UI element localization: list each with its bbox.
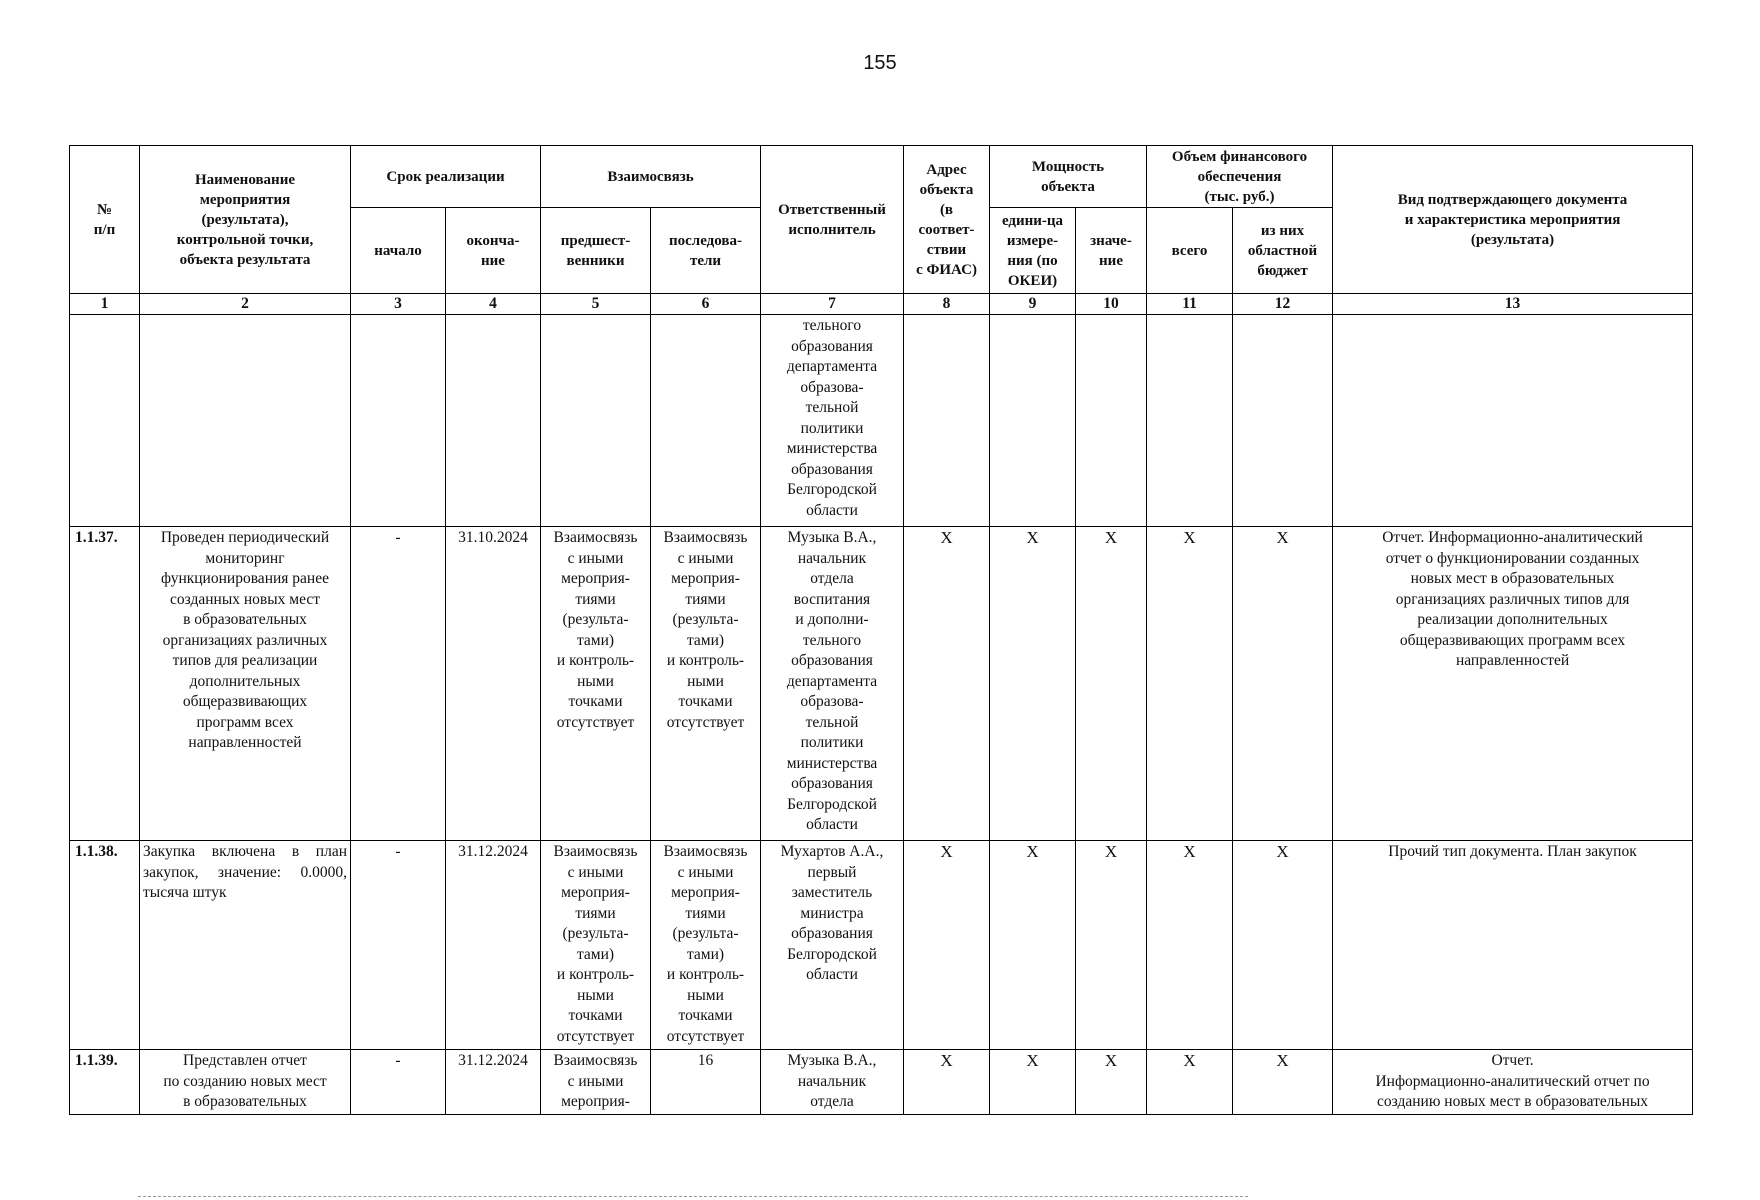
table-row — [70, 1050, 1693, 1115]
row-end — [446, 315, 541, 527]
row-doc: Отчет. Информационно-аналитический отчет по созданию новых мест в образовательных — [1333, 1050, 1693, 1115]
column-number: 10 — [1076, 294, 1147, 315]
row-name — [140, 315, 351, 527]
row-no: 1.1.39. — [70, 1050, 140, 1115]
column-number: 2 — [140, 294, 351, 315]
header-finance: Объем финансового обеспечения (тыс. руб.) — [1147, 146, 1333, 208]
header-relation-prev: предшест- венники — [541, 208, 651, 294]
row-executor: Музыка В.А., начальник отдела воспитания и дополни- тельного образования департамента образова- тельной политики министерства образования Белгородской области — [761, 527, 904, 841]
column-number: 13 — [1333, 294, 1693, 315]
row-regional: X — [1233, 841, 1333, 1050]
row-executor: Мухартов А.А., первый заместитель министра образования Белгородской области — [761, 841, 904, 1050]
table-row — [70, 527, 1693, 841]
row-total: X — [1147, 527, 1233, 841]
row-address: X — [904, 841, 990, 1050]
row-value: X — [1076, 841, 1147, 1050]
row-start — [351, 315, 446, 527]
row-next: Взаимосвязь с иными мероприя- тиями (результа- тами) и контроль- ными точками отсутствует — [651, 841, 761, 1050]
row-prev: Взаимосвязь с иными мероприя- тиями (результа- тами) и контроль- ными точками отсутствует — [541, 527, 651, 841]
header-term: Срок реализации — [351, 146, 541, 208]
row-address: X — [904, 527, 990, 841]
row-address — [904, 315, 990, 527]
row-address: X — [904, 1050, 990, 1115]
row-doc — [1333, 315, 1693, 527]
column-number: 7 — [761, 294, 904, 315]
column-number: 1 — [70, 294, 140, 315]
column-number: 12 — [1233, 294, 1333, 315]
row-value — [1076, 315, 1147, 527]
header-row-1 — [70, 146, 1693, 208]
table-row — [70, 841, 1693, 1050]
row-total: X — [1147, 1050, 1233, 1115]
row-start: - — [351, 841, 446, 1050]
column-number: 3 — [351, 294, 446, 315]
column-number: 4 — [446, 294, 541, 315]
header-capacity: Мощность объекта — [990, 146, 1147, 208]
row-executor: Музыка В.А., начальник отдела — [761, 1050, 904, 1115]
column-number-row — [70, 294, 1693, 315]
row-no — [70, 315, 140, 527]
row-no: 1.1.37. — [70, 527, 140, 841]
row-unit: X — [990, 841, 1076, 1050]
row-prev: Взаимосвязь с иными мероприя- тиями (результа- тами) и контроль- ными точками отсутствует — [541, 841, 651, 1050]
header-no: № п/п — [70, 146, 140, 294]
header-relation-next: последова- тели — [651, 208, 761, 294]
row-unit: X — [990, 527, 1076, 841]
column-number: 11 — [1147, 294, 1233, 315]
row-prev — [541, 315, 651, 527]
header-relation: Взаимосвязь — [541, 146, 761, 208]
row-next: 16 — [651, 1050, 761, 1115]
row-regional: X — [1233, 527, 1333, 841]
row-regional: X — [1233, 1050, 1333, 1115]
row-next — [651, 315, 761, 527]
header-finance-total: всего — [1147, 208, 1233, 294]
column-number: 9 — [990, 294, 1076, 315]
header-term-start: начало — [351, 208, 446, 294]
row-end: 31.12.2024 — [446, 1050, 541, 1115]
header-capacity-unit: едини-ца измере- ния (по ОКЕИ) — [990, 208, 1076, 294]
row-no: 1.1.38. — [70, 841, 140, 1050]
column-number: 6 — [651, 294, 761, 315]
row-unit: X — [990, 1050, 1076, 1115]
column-number: 5 — [541, 294, 651, 315]
row-start: - — [351, 1050, 446, 1115]
row-value: X — [1076, 527, 1147, 841]
row-name: Представлен отчет по созданию новых мест в образовательных — [140, 1050, 351, 1115]
row-total: X — [1147, 841, 1233, 1050]
header-address: Адрес объекта (в соответ- ствии с ФИАС) — [904, 146, 990, 294]
header-name: Наименование мероприятия (результата), контрольной точки, объекта результата — [140, 146, 351, 294]
row-prev: Взаимосвязь с иными мероприя- — [541, 1050, 651, 1115]
column-number: 8 — [904, 294, 990, 315]
header-executor: Ответственный исполнитель — [761, 146, 904, 294]
row-doc: Отчет. Информационно-аналитический отчет о функционировании созданных новых мест в образовательных организациях различных типов для реализации дополнительных общеразвивающих программ всех направленностей — [1333, 527, 1693, 841]
row-value: X — [1076, 1050, 1147, 1115]
header-doc: Вид подтверждающего документа и характеристика мероприятия (результата) — [1333, 146, 1693, 294]
row-next: Взаимосвязь с иными мероприя- тиями (результа- тами) и контроль- ными точками отсутствует — [651, 527, 761, 841]
row-end: 31.10.2024 — [446, 527, 541, 841]
row-name: Закупка включена в план закупок, значение: 0.0000, тысяча штук — [140, 841, 351, 1050]
row-doc: Прочий тип документа. План закупок — [1333, 841, 1693, 1050]
row-start: - — [351, 527, 446, 841]
table-row — [70, 315, 1693, 527]
header-capacity-value: значе- ние — [1076, 208, 1147, 294]
row-executor: тельного образования департамента образова- тельной политики министерства образования Белгородской области — [761, 315, 904, 527]
row-end: 31.12.2024 — [446, 841, 541, 1050]
page-number: 155 — [863, 52, 897, 74]
row-regional — [1233, 315, 1333, 527]
measures-table — [69, 145, 1693, 1115]
row-unit — [990, 315, 1076, 527]
row-name: Проведен периодический мониторинг функционирования ранее созданных новых мест в образовательных организациях различных типов для реализации дополнительных общеразвивающих программ всех направленностей — [140, 527, 351, 841]
header-finance-regional: из них областной бюджет — [1233, 208, 1333, 294]
header-term-end: оконча- ние — [446, 208, 541, 294]
bottom-rule — [138, 1196, 1248, 1197]
row-total — [1147, 315, 1233, 527]
